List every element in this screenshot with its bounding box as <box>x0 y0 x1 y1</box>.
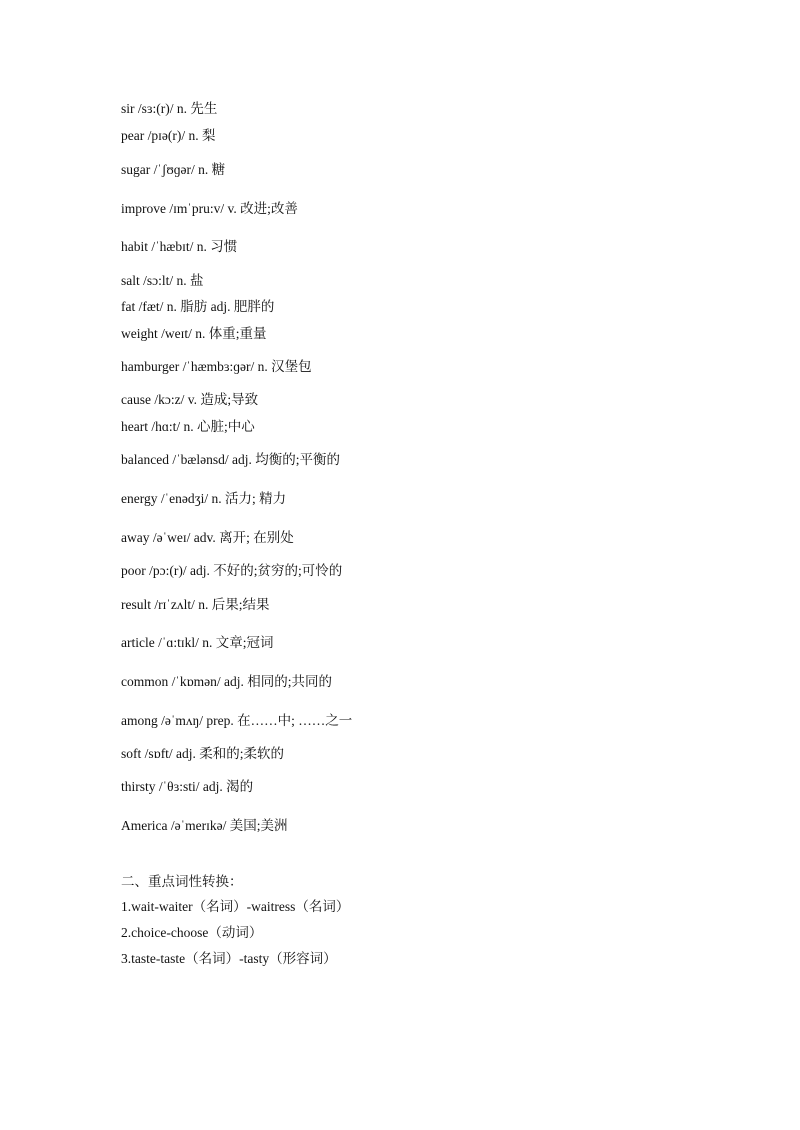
vocab-entry: sir /sɜ:(r)/ n. 先生 <box>121 101 218 116</box>
vocab-entry: among /əˈmʌŋ/ prep. 在……中; ……之一 <box>121 713 353 728</box>
vocab-entry: habit /ˈhæbɪt/ n. 习惯 <box>121 239 238 254</box>
vocab-entry: hamburger /ˈhæmbɜ:ɡər/ n. 汉堡包 <box>121 359 312 374</box>
vocab-entry: balanced /ˈbælənsd/ adj. 均衡的;平衡的 <box>121 452 340 467</box>
vocab-entry: thirsty /ˈθɜ:sti/ adj. 渴的 <box>121 779 254 794</box>
vocab-entry: improve /ɪmˈpru:v/ v. 改进;改善 <box>121 201 298 216</box>
vocab-entry: America /əˈmerɪkə/ 美国;美洲 <box>121 818 288 833</box>
section-heading: 二、重点词性转换： <box>121 874 243 889</box>
vocab-entry: cause /kɔ:z/ v. 造成;导致 <box>121 392 259 407</box>
vocab-entry: fat /fæt/ n. 脂肪 adj. 肥胖的 <box>121 299 275 314</box>
vocab-entry: weight /weɪt/ n. 体重;重量 <box>121 326 267 341</box>
vocab-entry: common /ˈkɒmən/ adj. 相同的;共同的 <box>121 674 333 689</box>
vocab-entry: salt /sɔ:lt/ n. 盐 <box>121 273 204 288</box>
vocab-entry: result /rɪˈzʌlt/ n. 后果;结果 <box>121 597 270 612</box>
conversion-item: 2.choice-choose（动词） <box>121 925 263 940</box>
vocab-entry: heart /hɑ:t/ n. 心脏;中心 <box>121 419 255 434</box>
vocab-entry: pear /pɪə(r)/ n. 梨 <box>121 128 216 143</box>
vocab-entry: article /ˈɑ:tɪkl/ n. 文章;冠词 <box>121 635 274 650</box>
vocab-entry: sugar /ˈʃʊɡər/ n. 糖 <box>121 162 226 177</box>
conversion-item: 1.wait-waiter（名词）-waitress（名词） <box>121 899 350 914</box>
vocab-entry: poor /pɔ:(r)/ adj. 不好的;贫穷的;可怜的 <box>121 563 343 578</box>
vocab-entry: away /əˈweɪ/ adv. 离开; 在别处 <box>121 530 294 545</box>
vocab-entry: soft /sɒft/ adj. 柔和的;柔软的 <box>121 746 285 761</box>
conversion-item: 3.taste-taste（名词）-tasty（形容词） <box>121 951 337 966</box>
vocab-entry: energy /ˈenədʒi/ n. 活力; 精力 <box>121 491 287 506</box>
